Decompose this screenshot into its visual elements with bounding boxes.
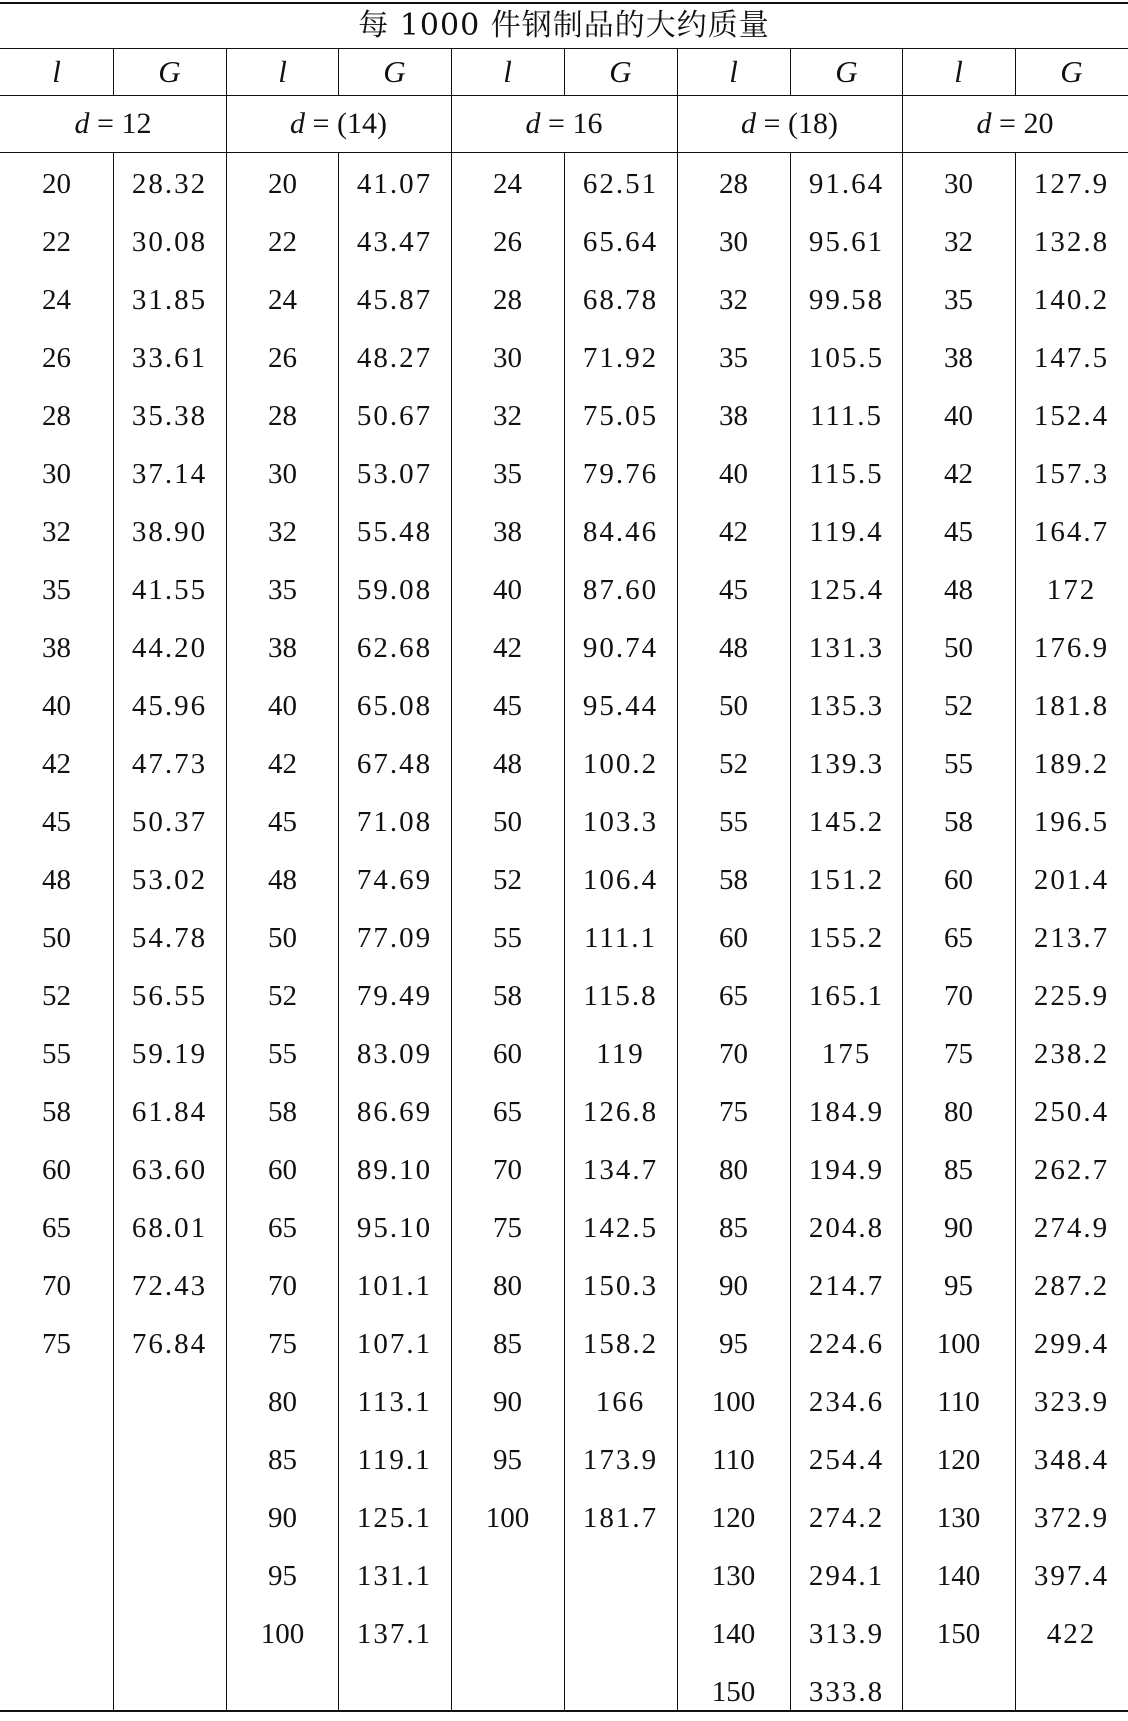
length-cell: 70 bbox=[493, 1154, 522, 1186]
length-cell: 90 bbox=[944, 1212, 973, 1244]
mass-cell: 125.4 bbox=[808, 574, 885, 606]
length-cell: 85 bbox=[493, 1328, 522, 1360]
length-cell: 95 bbox=[944, 1270, 973, 1302]
mass-cell: 71.08 bbox=[356, 806, 433, 838]
length-cell: 60 bbox=[493, 1038, 522, 1070]
mass-cell: 41.07 bbox=[356, 168, 433, 200]
length-cell: 20 bbox=[42, 168, 71, 200]
diameter-symbol: d bbox=[976, 107, 992, 140]
length-cell: 30 bbox=[944, 168, 973, 200]
length-cell: 28 bbox=[719, 168, 748, 200]
length-cell: 30 bbox=[268, 458, 297, 490]
mass-cell: 56.55 bbox=[131, 980, 208, 1012]
mass-cell: 145.2 bbox=[808, 806, 885, 838]
length-cell: 24 bbox=[42, 284, 71, 316]
mass-cell: 95.61 bbox=[808, 226, 885, 258]
mass-cell: 105.5 bbox=[808, 342, 885, 374]
length-cell: 100 bbox=[260, 1618, 305, 1650]
mass-cell: 53.07 bbox=[356, 458, 433, 490]
length-cell: 140 bbox=[711, 1618, 756, 1650]
length-cell: 40 bbox=[719, 458, 748, 490]
length-cell: 58 bbox=[493, 980, 522, 1012]
mass-cell: 90.74 bbox=[582, 632, 659, 664]
length-cell: 32 bbox=[42, 516, 71, 548]
length-cell: 40 bbox=[268, 690, 297, 722]
mass-cell: 76.84 bbox=[131, 1328, 208, 1360]
column-header-l: l bbox=[729, 54, 738, 89]
column-header-g: G bbox=[835, 54, 858, 89]
length-cell: 55 bbox=[719, 806, 748, 838]
mass-cell: 238.2 bbox=[1033, 1038, 1110, 1070]
length-cell: 90 bbox=[493, 1386, 522, 1418]
length-cell: 85 bbox=[719, 1212, 748, 1244]
length-cell: 30 bbox=[493, 342, 522, 374]
mass-cell: 125.1 bbox=[356, 1502, 433, 1534]
length-cell: 50 bbox=[268, 922, 297, 954]
mass-cell: 147.5 bbox=[1033, 342, 1110, 374]
mass-cell: 119 bbox=[596, 1038, 645, 1070]
length-cell: 60 bbox=[944, 864, 973, 896]
mass-cell: 137.1 bbox=[356, 1618, 433, 1650]
length-cell: 28 bbox=[268, 400, 297, 432]
length-cell: 85 bbox=[944, 1154, 973, 1186]
mass-cell: 30.08 bbox=[131, 226, 208, 258]
length-cell: 32 bbox=[268, 516, 297, 548]
length-cell: 130 bbox=[711, 1560, 756, 1592]
length-cell: 42 bbox=[493, 632, 522, 664]
length-cell: 110 bbox=[937, 1386, 980, 1418]
length-cell: 32 bbox=[944, 226, 973, 258]
mass-cell: 164.7 bbox=[1033, 516, 1110, 548]
mass-cell: 201.4 bbox=[1033, 864, 1110, 896]
mass-cell: 225.9 bbox=[1033, 980, 1110, 1012]
length-cell: 26 bbox=[42, 342, 71, 374]
length-cell: 70 bbox=[42, 1270, 71, 1302]
length-cell: 45 bbox=[268, 806, 297, 838]
length-cell: 85 bbox=[268, 1444, 297, 1476]
length-cell: 55 bbox=[42, 1038, 71, 1070]
mass-cell: 119.1 bbox=[357, 1444, 432, 1476]
length-cell: 52 bbox=[493, 864, 522, 896]
mass-cell: 397.4 bbox=[1033, 1560, 1110, 1592]
mass-cell: 115.5 bbox=[809, 458, 884, 490]
mass-cell: 48.27 bbox=[356, 342, 433, 374]
mass-cell: 44.20 bbox=[131, 632, 208, 664]
mass-cell: 86.69 bbox=[356, 1096, 433, 1128]
mass-cell: 103.3 bbox=[582, 806, 659, 838]
mass-cell: 62.68 bbox=[356, 632, 433, 664]
length-cell: 52 bbox=[268, 980, 297, 1012]
mass-cell: 79.76 bbox=[582, 458, 659, 490]
diameter-symbol: d bbox=[74, 107, 90, 140]
length-cell: 100 bbox=[936, 1328, 981, 1360]
length-cell: 75 bbox=[493, 1212, 522, 1244]
length-cell: 32 bbox=[719, 284, 748, 316]
length-cell: 75 bbox=[719, 1096, 748, 1128]
mass-cell: 151.2 bbox=[808, 864, 885, 896]
length-cell: 55 bbox=[493, 922, 522, 954]
mass-cell: 155.2 bbox=[808, 922, 885, 954]
length-cell: 80 bbox=[268, 1386, 297, 1418]
length-cell: 90 bbox=[719, 1270, 748, 1302]
length-cell: 22 bbox=[268, 226, 297, 258]
mass-cell: 422 bbox=[1046, 1618, 1097, 1650]
mass-cell: 45.96 bbox=[131, 690, 208, 722]
length-cell: 75 bbox=[42, 1328, 71, 1360]
mass-cell: 181.7 bbox=[582, 1502, 659, 1534]
length-cell: 30 bbox=[719, 226, 748, 258]
length-cell: 35 bbox=[719, 342, 748, 374]
length-cell: 75 bbox=[944, 1038, 973, 1070]
mass-cell: 33.61 bbox=[131, 342, 208, 374]
length-cell: 48 bbox=[944, 574, 973, 606]
mass-cell: 75.05 bbox=[582, 400, 659, 432]
length-cell: 35 bbox=[493, 458, 522, 490]
length-cell: 70 bbox=[268, 1270, 297, 1302]
mass-cell: 38.90 bbox=[131, 516, 208, 548]
column-header-g: G bbox=[1060, 54, 1083, 89]
mass-cell: 234.6 bbox=[808, 1386, 885, 1418]
mass-cell: 333.8 bbox=[808, 1676, 885, 1708]
mass-cell: 72.43 bbox=[131, 1270, 208, 1302]
mass-cell: 150.3 bbox=[582, 1270, 659, 1302]
length-cell: 52 bbox=[944, 690, 973, 722]
length-cell: 58 bbox=[268, 1096, 297, 1128]
length-cell: 80 bbox=[493, 1270, 522, 1302]
length-cell: 120 bbox=[711, 1502, 756, 1534]
mass-cell: 37.14 bbox=[131, 458, 208, 490]
mass-cell: 158.2 bbox=[582, 1328, 659, 1360]
mass-cell: 106.4 bbox=[582, 864, 659, 896]
mass-cell: 111.1 bbox=[583, 922, 658, 954]
length-cell: 75 bbox=[268, 1328, 297, 1360]
length-cell: 60 bbox=[42, 1154, 71, 1186]
mass-cell: 61.84 bbox=[131, 1096, 208, 1128]
mass-cell: 59.08 bbox=[356, 574, 433, 606]
diameter-value: = (18) bbox=[756, 107, 838, 140]
mass-cell: 224.6 bbox=[808, 1328, 885, 1360]
mass-cell: 95.10 bbox=[356, 1212, 433, 1244]
length-cell: 30 bbox=[42, 458, 71, 490]
length-cell: 48 bbox=[493, 748, 522, 780]
mass-cell: 313.9 bbox=[808, 1618, 885, 1650]
length-cell: 42 bbox=[719, 516, 748, 548]
length-cell: 42 bbox=[944, 458, 973, 490]
mass-cell: 157.3 bbox=[1033, 458, 1110, 490]
length-cell: 50 bbox=[42, 922, 71, 954]
mass-cell: 47.73 bbox=[131, 748, 208, 780]
mass-cell: 214.7 bbox=[808, 1270, 885, 1302]
length-cell: 65 bbox=[493, 1096, 522, 1128]
mass-cell: 194.9 bbox=[808, 1154, 885, 1186]
mass-cell: 176.9 bbox=[1033, 632, 1110, 664]
mass-cell: 50.37 bbox=[131, 806, 208, 838]
mass-cell: 172 bbox=[1046, 574, 1097, 606]
diameter-value: = (14) bbox=[305, 107, 387, 140]
diameter-symbol: d bbox=[525, 107, 541, 140]
mass-cell: 274.2 bbox=[808, 1502, 885, 1534]
mass-cell: 43.47 bbox=[356, 226, 433, 258]
column-header-l: l bbox=[503, 54, 512, 89]
mass-cell: 204.8 bbox=[808, 1212, 885, 1244]
length-cell: 38 bbox=[268, 632, 297, 664]
group-diameter-label bbox=[451, 95, 677, 152]
mass-cell: 250.4 bbox=[1033, 1096, 1110, 1128]
mass-cell: 127.9 bbox=[1033, 168, 1110, 200]
mass-cell: 77.09 bbox=[356, 922, 433, 954]
column-header-l: l bbox=[52, 54, 61, 89]
length-cell: 42 bbox=[268, 748, 297, 780]
mass-cell: 74.69 bbox=[356, 864, 433, 896]
mass-cell: 131.3 bbox=[808, 632, 885, 664]
length-cell: 45 bbox=[944, 516, 973, 548]
mass-cell: 262.7 bbox=[1033, 1154, 1110, 1186]
mass-cell: 50.67 bbox=[356, 400, 433, 432]
mass-cell: 131.1 bbox=[356, 1560, 433, 1592]
diameter-symbol: d bbox=[290, 107, 306, 140]
mass-cell: 68.01 bbox=[131, 1212, 208, 1244]
mass-cell: 294.1 bbox=[808, 1560, 885, 1592]
length-cell: 35 bbox=[42, 574, 71, 606]
mass-cell: 41.55 bbox=[131, 574, 208, 606]
mass-cell: 166 bbox=[595, 1386, 646, 1418]
length-cell: 24 bbox=[268, 284, 297, 316]
mass-cell: 89.10 bbox=[356, 1154, 433, 1186]
mass-cell: 115.8 bbox=[583, 980, 658, 1012]
length-cell: 90 bbox=[268, 1502, 297, 1534]
mass-cell: 83.09 bbox=[356, 1038, 433, 1070]
mass-cell: 95.44 bbox=[582, 690, 659, 722]
length-cell: 26 bbox=[268, 342, 297, 374]
mass-cell: 65.64 bbox=[582, 226, 659, 258]
length-cell: 40 bbox=[493, 574, 522, 606]
mass-cell: 135.3 bbox=[808, 690, 885, 722]
diameter-value: = 20 bbox=[991, 107, 1054, 140]
length-cell: 130 bbox=[936, 1502, 981, 1534]
length-cell: 65 bbox=[268, 1212, 297, 1244]
length-cell: 20 bbox=[268, 168, 297, 200]
mass-cell: 132.8 bbox=[1033, 226, 1110, 258]
mass-cell: 111.5 bbox=[809, 400, 884, 432]
column-header-l: l bbox=[278, 54, 287, 89]
mass-cell: 299.4 bbox=[1033, 1328, 1110, 1360]
mass-cell: 181.8 bbox=[1033, 690, 1110, 722]
mass-cell: 196.5 bbox=[1033, 806, 1110, 838]
length-cell: 55 bbox=[944, 748, 973, 780]
length-cell: 48 bbox=[42, 864, 71, 896]
mass-cell: 84.46 bbox=[582, 516, 659, 548]
column-header-g: G bbox=[158, 54, 181, 89]
mass-cell: 62.51 bbox=[582, 168, 659, 200]
length-cell: 65 bbox=[944, 922, 973, 954]
length-cell: 45 bbox=[42, 806, 71, 838]
length-cell: 110 bbox=[712, 1444, 755, 1476]
length-cell: 35 bbox=[268, 574, 297, 606]
length-cell: 60 bbox=[719, 922, 748, 954]
mass-cell: 91.64 bbox=[808, 168, 885, 200]
group-diameter-label bbox=[0, 95, 226, 152]
mass-cell: 99.58 bbox=[808, 284, 885, 316]
mass-cell: 67.48 bbox=[356, 748, 433, 780]
length-cell: 95 bbox=[719, 1328, 748, 1360]
mass-cell: 173.9 bbox=[582, 1444, 659, 1476]
length-cell: 95 bbox=[268, 1560, 297, 1592]
mass-cell: 59.19 bbox=[131, 1038, 208, 1070]
length-cell: 70 bbox=[944, 980, 973, 1012]
mass-cell: 54.78 bbox=[131, 922, 208, 954]
length-cell: 65 bbox=[42, 1212, 71, 1244]
length-cell: 38 bbox=[493, 516, 522, 548]
length-cell: 42 bbox=[42, 748, 71, 780]
length-cell: 24 bbox=[493, 168, 522, 200]
mass-cell: 100.2 bbox=[582, 748, 659, 780]
mass-cell: 134.7 bbox=[582, 1154, 659, 1186]
mass-cell: 142.5 bbox=[582, 1212, 659, 1244]
mass-cell: 140.2 bbox=[1033, 284, 1110, 316]
mass-cell: 139.3 bbox=[808, 748, 885, 780]
length-cell: 55 bbox=[268, 1038, 297, 1070]
diameter-value: = 12 bbox=[89, 107, 152, 140]
length-cell: 38 bbox=[42, 632, 71, 664]
mass-cell: 45.87 bbox=[356, 284, 433, 316]
group-diameter-label bbox=[677, 95, 902, 152]
length-cell: 65 bbox=[719, 980, 748, 1012]
length-cell: 70 bbox=[719, 1038, 748, 1070]
group-diameter-label bbox=[226, 95, 451, 152]
mass-cell: 254.4 bbox=[808, 1444, 885, 1476]
length-cell: 50 bbox=[944, 632, 973, 664]
mass-cell: 53.02 bbox=[131, 864, 208, 896]
mass-cell: 107.1 bbox=[356, 1328, 433, 1360]
length-cell: 140 bbox=[936, 1560, 981, 1592]
mass-cell: 28.32 bbox=[131, 168, 208, 200]
length-cell: 48 bbox=[268, 864, 297, 896]
length-cell: 35 bbox=[944, 284, 973, 316]
column-header-l: l bbox=[954, 54, 963, 89]
length-cell: 50 bbox=[719, 690, 748, 722]
length-cell: 60 bbox=[268, 1154, 297, 1186]
mass-cell: 71.92 bbox=[582, 342, 659, 374]
mass-cell: 213.7 bbox=[1033, 922, 1110, 954]
mass-cell: 274.9 bbox=[1033, 1212, 1110, 1244]
mass-cell: 79.49 bbox=[356, 980, 433, 1012]
length-cell: 32 bbox=[493, 400, 522, 432]
mass-cell: 323.9 bbox=[1033, 1386, 1110, 1418]
mass-cell: 87.60 bbox=[582, 574, 659, 606]
length-cell: 150 bbox=[711, 1676, 756, 1708]
length-cell: 95 bbox=[493, 1444, 522, 1476]
length-cell: 38 bbox=[944, 342, 973, 374]
mass-cell: 31.85 bbox=[131, 284, 208, 316]
mass-cell: 35.38 bbox=[131, 400, 208, 432]
length-cell: 28 bbox=[493, 284, 522, 316]
mass-cell: 348.4 bbox=[1033, 1444, 1110, 1476]
length-cell: 28 bbox=[42, 400, 71, 432]
mass-cell: 119.4 bbox=[809, 516, 884, 548]
mass-cell: 101.1 bbox=[356, 1270, 433, 1302]
mass-cell: 63.60 bbox=[131, 1154, 208, 1186]
mass-cell: 126.8 bbox=[582, 1096, 659, 1128]
length-cell: 100 bbox=[711, 1386, 756, 1418]
table-title: 每 1000 件钢制品的大约质量 bbox=[358, 8, 770, 43]
length-cell: 45 bbox=[719, 574, 748, 606]
length-cell: 52 bbox=[719, 748, 748, 780]
length-cell: 50 bbox=[493, 806, 522, 838]
mass-cell: 287.2 bbox=[1033, 1270, 1110, 1302]
mass-cell: 113.1 bbox=[357, 1386, 432, 1418]
mass-cell: 68.78 bbox=[582, 284, 659, 316]
length-cell: 26 bbox=[493, 226, 522, 258]
length-cell: 52 bbox=[42, 980, 71, 1012]
mass-cell: 65.08 bbox=[356, 690, 433, 722]
mass-cell: 189.2 bbox=[1033, 748, 1110, 780]
length-cell: 80 bbox=[719, 1154, 748, 1186]
bottom-rule bbox=[0, 1710, 1128, 1712]
mass-cell: 372.9 bbox=[1033, 1502, 1110, 1534]
length-cell: 58 bbox=[719, 864, 748, 896]
column-header-g: G bbox=[609, 54, 632, 89]
length-cell: 120 bbox=[936, 1444, 981, 1476]
length-cell: 40 bbox=[42, 690, 71, 722]
length-cell: 58 bbox=[42, 1096, 71, 1128]
group-diameter-label bbox=[902, 95, 1128, 152]
mass-cell: 152.4 bbox=[1033, 400, 1110, 432]
mass-cell: 165.1 bbox=[808, 980, 885, 1012]
top-rule bbox=[0, 2, 1128, 4]
length-cell: 150 bbox=[936, 1618, 981, 1650]
diameter-value: = 16 bbox=[540, 107, 603, 140]
diameter-symbol: d bbox=[741, 107, 757, 140]
length-cell: 58 bbox=[944, 806, 973, 838]
length-cell: 22 bbox=[42, 226, 71, 258]
mass-cell: 184.9 bbox=[808, 1096, 885, 1128]
length-cell: 38 bbox=[719, 400, 748, 432]
mass-cell: 55.48 bbox=[356, 516, 433, 548]
column-header-g: G bbox=[383, 54, 406, 89]
length-cell: 45 bbox=[493, 690, 522, 722]
length-cell: 40 bbox=[944, 400, 973, 432]
length-cell: 48 bbox=[719, 632, 748, 664]
length-cell: 80 bbox=[944, 1096, 973, 1128]
length-cell: 100 bbox=[485, 1502, 530, 1534]
mass-cell: 175 bbox=[821, 1038, 872, 1070]
